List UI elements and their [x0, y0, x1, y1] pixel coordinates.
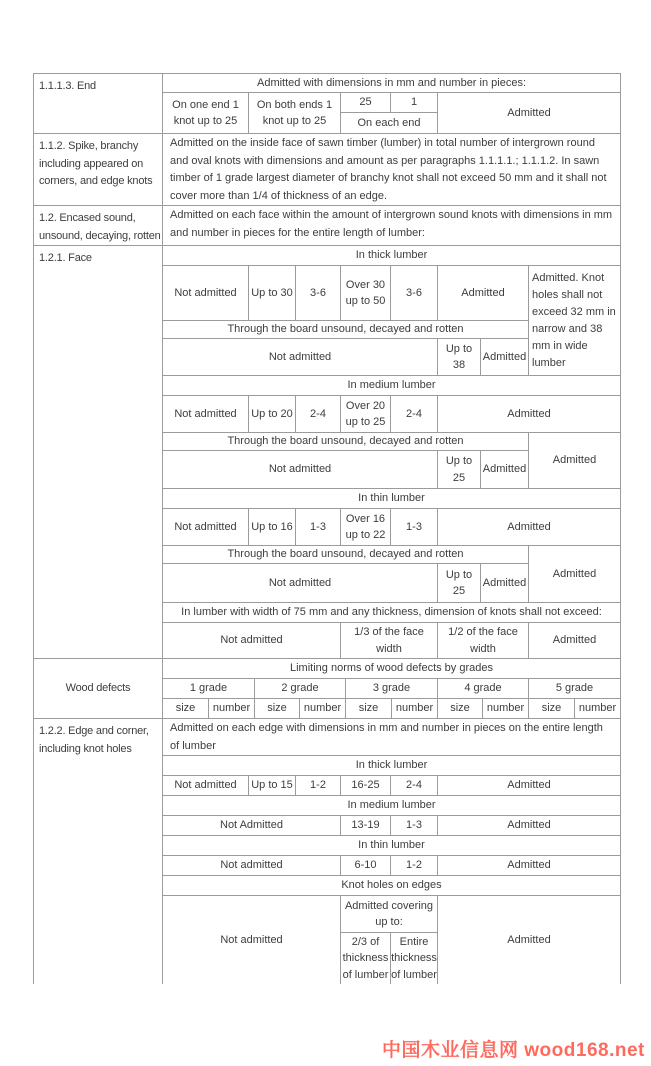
end-mini-bottom-row	[341, 113, 438, 133]
edge-thin-header-row	[163, 836, 620, 856]
cell-grade-5: 5 grade	[555, 682, 594, 695]
cell-number: number	[578, 702, 617, 715]
knot-holes-thickness-row	[341, 933, 438, 984]
edge-thin-row	[163, 856, 620, 876]
edge-medium-header-row	[163, 796, 620, 816]
face-width75-row	[163, 623, 620, 658]
face-thick-notadmitted-row	[163, 339, 529, 375]
face-thin-header-row	[163, 489, 620, 509]
cell-two-thirds-thickness: 2/3 of thickness of lumber	[341, 933, 391, 984]
encased-text: Admitted on each face within the amount of intergrown sound knots with dimensions in mm and number in pieces for the entire length of lumber:	[170, 209, 613, 239]
cell-not-admitted: Not Admitted	[163, 816, 341, 835]
cell-up-to-16: Up to 16	[249, 509, 296, 545]
cell-up-to-15: Up to 15	[249, 776, 296, 795]
cell-1-3: 1-3	[391, 509, 438, 545]
row-label-edge: 1.2.2. Edge and corner, including knot holes	[34, 719, 163, 984]
edge-thick-row	[163, 776, 620, 796]
cell-over-30-up-to-50: Over 30 up to 50	[341, 266, 391, 320]
cell-over-20-up-to-25: Over 20 up to 25	[341, 396, 391, 432]
lumber-defects-table	[33, 73, 621, 984]
cell-one-end: On one end 1 knot up to 25	[163, 93, 249, 133]
defects-header-row	[163, 659, 620, 679]
cell-grade-4: 4 grade	[438, 679, 529, 698]
end-header-row	[163, 74, 620, 93]
cell-grade-3: 3 grade	[346, 679, 438, 698]
end-header-cell: Admitted with dimensions in mm and number in pieces:	[256, 76, 526, 89]
cell-admitted: Admitted	[507, 779, 551, 792]
cell-size: size	[163, 699, 209, 718]
row-label-spike: 1.1.2. Spike, branchy including appeared on corners, and edge knots	[34, 134, 163, 205]
cell-end-size: 25	[341, 93, 391, 112]
face-width75-header-row	[163, 603, 620, 623]
cell-through-board: Through the board unsound, decayed and rotten	[163, 546, 529, 563]
section-spike	[34, 134, 620, 206]
header-limiting-norms: Limiting norms of wood defects by grades	[290, 662, 493, 675]
cell-up-to-25: Up to 25	[438, 564, 481, 602]
cell-size: size	[255, 699, 300, 718]
end-mini-top-row	[341, 93, 438, 113]
section-wood-defects	[34, 659, 620, 719]
cell-up-to-38: Up to 38	[438, 339, 481, 375]
cell-admitted: Admitted	[481, 339, 529, 375]
face-medium-left	[163, 433, 529, 488]
cell-1-3: 1-3	[296, 509, 341, 545]
cell-not-admitted: Not admitted	[163, 509, 249, 545]
cell-size: size	[438, 699, 483, 718]
cell-3-6: 3-6	[391, 266, 438, 320]
knot-holes-mid-grid	[341, 896, 438, 984]
face-thin-through-row	[163, 546, 529, 564]
cell-number: number	[392, 699, 438, 718]
cell-grade-2: 2 grade	[255, 679, 346, 698]
row-label-end: 1.1.1.3. End	[34, 74, 163, 133]
cell-number: number	[300, 699, 346, 718]
cell-up-to-30: Up to 30	[249, 266, 296, 320]
header-knot-holes-on-edges: Knot holes on edges	[341, 879, 442, 892]
cell-2-4: 2-4	[296, 396, 341, 432]
cell-admitted: Admitted	[481, 451, 529, 488]
edge-text: Admitted on each edge with dimensions in mm and number in pieces on the entire length of lumber	[170, 722, 603, 752]
section-end	[34, 74, 620, 134]
cell-admitted: Admitted	[481, 564, 529, 602]
cell-end-count: 1	[391, 93, 438, 112]
face-thick-left	[163, 266, 529, 375]
cell-1-2: 1-2	[391, 856, 438, 875]
spike-text: Admitted on the inside face of sawn timber (lumber) in total number of intergrown round and oval knots with dimensions and amount as per paragraphs 1.1.1.1.; 1.1.1.2. In sawn timber of 1 grade largest diameter of branchy knot shall not exceed 50 mm and it shall not cover more than 1/4 of thickness of an edge.	[170, 137, 607, 202]
cell-1-3: 1-3	[391, 816, 438, 835]
cell-entire-thickness: Entire thickness of lumber	[391, 933, 438, 984]
cell-size: size	[346, 699, 392, 718]
header-in-thin-lumber: In thin lumber	[358, 492, 425, 505]
cell-grade-1: 1 grade	[163, 679, 255, 698]
cell-16-25: 16-25	[341, 776, 391, 795]
cell-one-third-face-width: 1/3 of the face width	[341, 623, 438, 658]
face-medium-header-row	[163, 376, 620, 396]
cell-not-admitted: Not admitted	[163, 896, 341, 984]
header-in-thick-lumber: In thick lumber	[355, 759, 428, 772]
cell-admitted: Admitted	[507, 407, 551, 420]
cell-2-4: 2-4	[391, 396, 438, 432]
cell-not-admitted: Not admitted	[163, 776, 249, 795]
section-edge-panel	[163, 719, 620, 984]
face-thin-group	[163, 546, 620, 603]
cell-up-to-25: Up to 25	[438, 451, 481, 488]
section-defects-panel	[163, 659, 620, 718]
cell-admitted-side: Admitted	[552, 454, 597, 467]
header-in-medium-lumber: In medium lumber	[347, 379, 436, 392]
cell-admitted: Admitted	[507, 859, 551, 872]
face-thin-left	[163, 546, 529, 602]
cell-over-16-up-to-22: Over 16 up to 22	[341, 509, 391, 545]
section-edge	[34, 719, 620, 984]
cell-knot-holes-note: Admitted. Knot holes shall not exceed 32 mm in narrow and 38 mm in wide lumber	[532, 271, 616, 369]
cell-not-admitted: Not admitted	[163, 396, 249, 432]
cell-half-face-width: 1/2 of the face width	[438, 623, 529, 658]
knot-holes-row	[163, 896, 620, 984]
cell-through-board: Through the board unsound, decayed and rotten	[163, 433, 529, 450]
cell-13-19: 13-19	[341, 816, 391, 835]
face-medium-knots-row	[163, 396, 620, 433]
section-face-panel	[163, 246, 620, 658]
face-thick-through-row	[163, 321, 529, 339]
cell-number: number	[483, 699, 529, 718]
cell-not-admitted: Not admitted	[163, 564, 438, 602]
header-width-75: In lumber with width of 75 mm and any thickness, dimension of knots shall not exceed:	[181, 606, 602, 619]
end-mini-grid	[341, 93, 438, 133]
face-thick-header-row	[163, 246, 620, 266]
face-thin-notadmitted-row	[163, 564, 529, 602]
face-thick-knots-row	[163, 266, 529, 321]
cell-admitted: Admitted	[438, 266, 529, 320]
edge-thick-header-row	[163, 756, 620, 776]
header-in-thick-lumber: In thick lumber	[355, 249, 428, 262]
size-number-row	[163, 699, 620, 718]
cell-up-to-20: Up to 20	[249, 396, 296, 432]
knot-holes-covering-row	[341, 896, 438, 933]
cell-admitted-side: Admitted	[552, 567, 597, 580]
cell-through-board: Through the board unsound, decayed and rotten	[163, 321, 529, 338]
cell-not-admitted: Not admitted	[163, 451, 438, 488]
cell-3-6: 3-6	[296, 266, 341, 320]
cell-admitted: Admitted	[507, 819, 551, 832]
face-thin-knots-row	[163, 509, 620, 546]
face-medium-group	[163, 433, 620, 489]
row-label-face: 1.2.1. Face	[34, 246, 163, 658]
header-in-medium-lumber: In medium lumber	[347, 799, 436, 812]
cell-both-ends: On both ends 1 knot up to 25	[249, 93, 341, 133]
end-values-row	[163, 93, 620, 133]
face-medium-through-row	[163, 433, 529, 451]
cell-end-admitted: Admitted	[507, 106, 551, 119]
cell-admitted: Admitted	[552, 634, 597, 647]
grades-row	[163, 679, 620, 699]
section-encased-panel	[163, 206, 620, 245]
cell-on-each-end: On each end	[341, 113, 438, 133]
cell-not-admitted: Not admitted	[163, 856, 341, 875]
cell-admitted: Admitted	[507, 933, 551, 946]
site-watermark: 中国木业信息网 wood168.net	[382, 1040, 645, 1061]
edge-text-row	[163, 719, 620, 756]
row-label-wood-defects: Wood defects	[34, 659, 163, 718]
cell-size: size	[529, 699, 575, 718]
cell-number: number	[209, 699, 255, 718]
cell-2-4: 2-4	[391, 776, 438, 795]
edge-medium-row	[163, 816, 620, 836]
cell-1-2: 1-2	[296, 776, 341, 795]
face-thick-group	[163, 266, 620, 376]
cell-admitted-covering: Admitted covering up to:	[341, 896, 438, 932]
face-medium-notadmitted-row	[163, 451, 529, 488]
knot-holes-header-row	[163, 876, 620, 896]
section-end-panel	[163, 74, 620, 133]
header-in-thin-lumber: In thin lumber	[358, 839, 425, 852]
section-spike-panel	[163, 134, 620, 205]
section-face	[34, 246, 620, 659]
cell-not-admitted: Not admitted	[163, 339, 438, 375]
cell-not-admitted: Not admitted	[163, 623, 341, 658]
section-encased	[34, 206, 620, 246]
cell-6-10: 6-10	[341, 856, 391, 875]
cell-not-admitted: Not admitted	[163, 266, 249, 320]
row-label-encased: 1.2. Encased sound, unsound, decaying, rotten	[34, 206, 163, 245]
cell-admitted: Admitted	[507, 520, 551, 533]
